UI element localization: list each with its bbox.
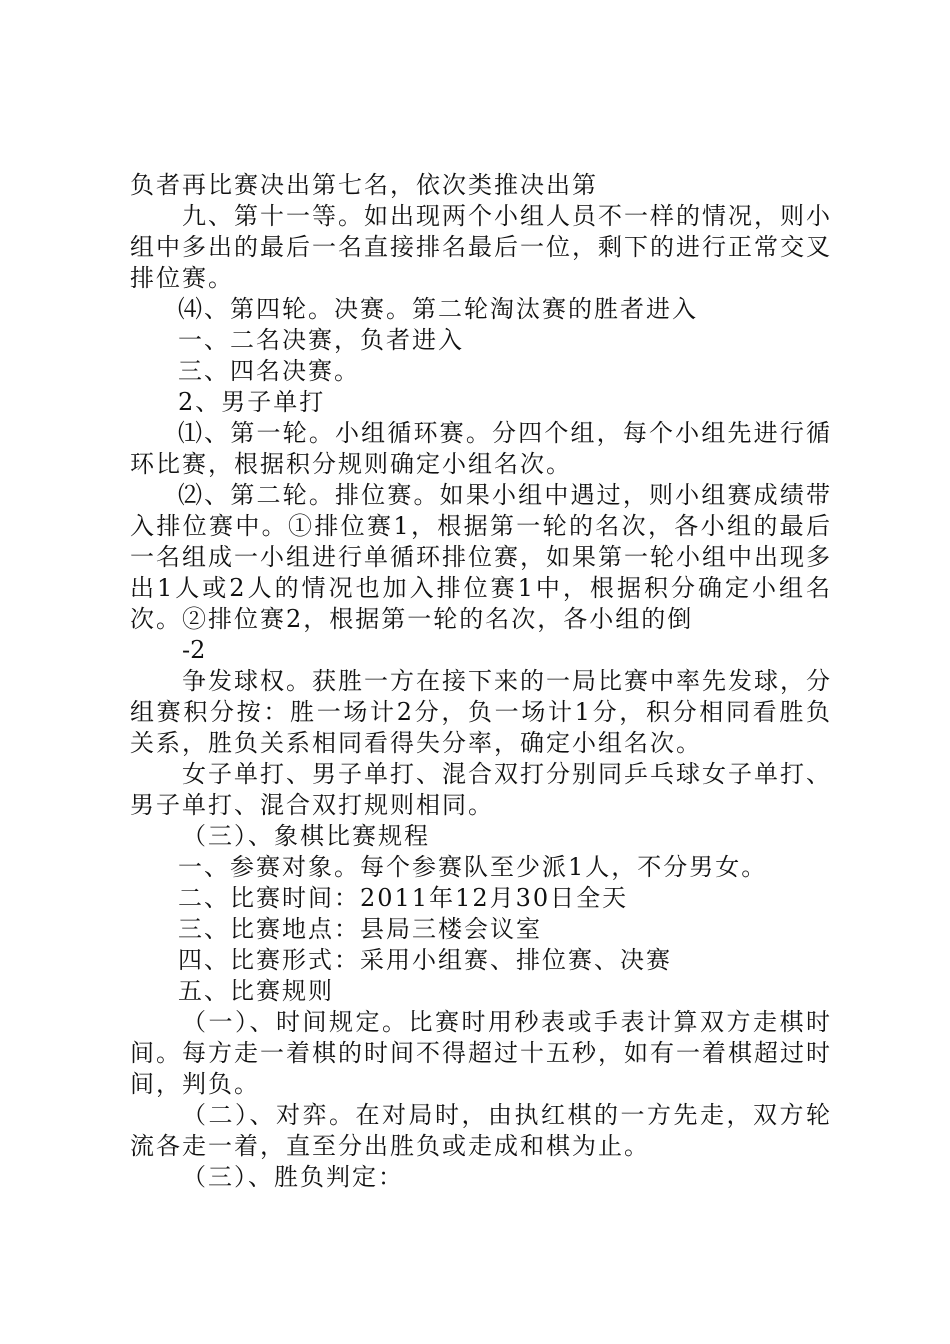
- section-heading: 五、比赛规则: [178, 977, 334, 1005]
- paragraph: 一、二名决赛，负者进入: [178, 326, 464, 354]
- section-heading: （三）、象棋比赛规程: [182, 822, 430, 850]
- page-number: -2: [182, 636, 206, 664]
- paragraph: 二、比赛时间：2011年12月30日全天: [178, 884, 629, 912]
- paragraph: 负者再比赛决出第七名，依次类推决出第: [130, 171, 598, 199]
- paragraph: 一、参赛对象。每个参赛队至少派1人，不分男女。: [178, 853, 768, 881]
- paragraph: 三、比赛地点：县局三楼会议室: [178, 915, 542, 943]
- paragraph: （二）、对弈。在对局时，由执红棋的一方先走，双方轮流各走一着，直至分出胜负或走成和棋为止。: [130, 1101, 832, 1160]
- paragraph: 女子单打、男子单打、混合双打分别同乒乓球女子单打、男子单打、混合双打规则相同。: [130, 760, 832, 819]
- paragraph: ⑴、第一轮。小组循环赛。分四个组，每个小组先进行循环比赛，根据积分规则确定小组名次。: [130, 419, 832, 478]
- paragraph: （一）、时间规定。比赛时用秒表或手表计算双方走棋时间。每方走一着棋的时间不得超过十五秒，如有一着棋超过时间，判负。: [130, 1008, 832, 1098]
- paragraph: 九、第十一等。如出现两个小组人员不一样的情况，则小组中多出的最后一名直接排名最后一位，剩下的进行正常交叉排位赛。: [130, 202, 832, 292]
- paragraph: （三）、胜负判定：: [182, 1163, 404, 1191]
- paragraph: 四、比赛形式：采用小组赛、排位赛、决赛: [178, 946, 672, 974]
- paragraph: ⑵、第二轮。排位赛。如果小组中遇过，则小组赛成绩带入排位赛中。①排位赛1，根据第一轮的名次，各小组的最后一名组成一小组进行单循环排位赛，如果第一轮小组中出现多出1人或2人的情况也加入排位赛1中，根据积分确定小组名次。②排位赛2，根据第一轮的名次，各小组的倒: [130, 481, 832, 633]
- document-body: [130, 170, 832, 1193]
- paragraph: 争发球权。获胜一方在接下来的一局比赛中率先发球，分组赛积分按：胜一场计2分，负一场计1分，积分相同看胜负关系，胜负关系相同看得失分率，确定小组名次。: [130, 667, 832, 757]
- section-heading: 2、男子单打: [178, 388, 326, 416]
- paragraph: ⑷、第四轮。决赛。第二轮淘汰赛的胜者进入: [178, 295, 698, 323]
- paragraph: 三、四名决赛。: [178, 357, 360, 385]
